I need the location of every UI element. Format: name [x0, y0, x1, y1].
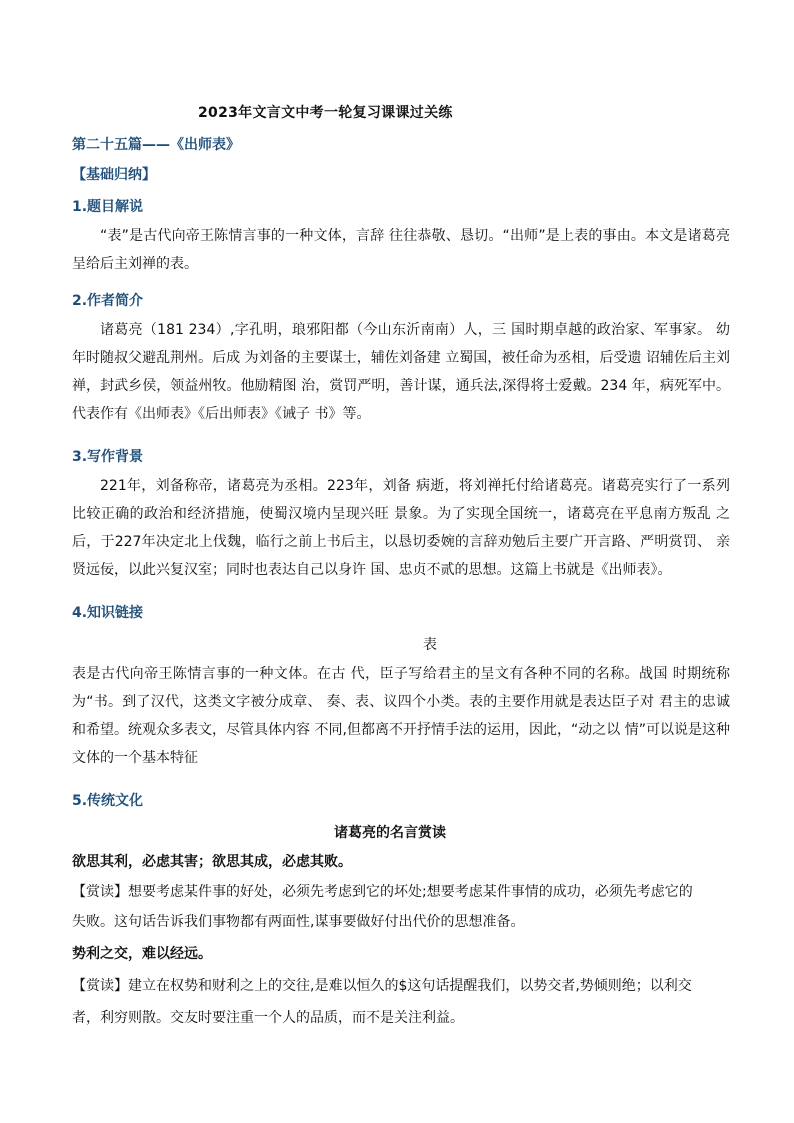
heading-writing-background: 3.写作背景: [72, 449, 144, 465]
quote-1-comment-line-2: 失败。这句话告诉我们事物都有两面性,谋事要做好付出代价的思想准备。: [72, 914, 525, 930]
subtitle-biao: 表: [423, 637, 437, 653]
section-basic-summary: 【基础归纳】: [72, 167, 156, 183]
heading-title-explanation: 1.题目解说: [72, 199, 144, 215]
paragraph-knowledge-link: 表是古代向帝王陈情言事的一种文体。在古 代，臣子写给君主的呈文有各种不同的名称。战国 时期统称为“书。到了汉代，这类文字被分成章、 奏、表、议四个小类。表的主要作用就是表达臣子对 君主的忠诚和希望。统观众多表文，尽管具体内容 不同,但都离不开抒情手法的运用，因此，“动之以 情”可以说是这种文体的一个基本特征: [72, 666, 730, 766]
heading-author-intro: 2.作者简介: [72, 293, 144, 309]
paragraph-author-intro: 诸葛亮（181 234）,字孔明，琅邪阳都（今山东沂南南）人，三 国时期卓越的政治家、军事家。 幼年时随叔父避乱荆州。后成 为刘备的主要谋士，辅佐刘备建 立蜀国，被任命为丞相，后受遗 诏辅佐后主刘禅，封武乡侯，领益州牧。他励精图 治，赏罚严明，善计谋，通兵法,深得将士爱戴。234 年，病死军中。代表作有《出师表》《后出师表》《诫子 书》等。: [72, 322, 730, 422]
document-title: 2023年文言文中考一轮复习课课过关练: [198, 105, 453, 121]
quote-2: 势利之交，难以经远。: [72, 946, 212, 962]
quote-2-comment-line-1: 【赏读】建立在权势和财利之上的交往,是难以恒久的$这句话提醒我们，以势交者,势倾则绝；以利交: [72, 978, 692, 994]
quote-2-comment-line-2: 者，利穷则散。交友时要注重一个人的品质，而不是关注利益。: [72, 1010, 464, 1026]
subtitle-famous-quotes: 诸葛亮的名言赏读: [334, 825, 446, 841]
quote-1: 欲思其利，必虑其害；欲思其成，必虑其败。: [72, 854, 352, 870]
heading-knowledge-link: 4.知识链接: [72, 605, 144, 621]
paragraph-writing-background: 221年，刘备称帝，诸葛亮为丞相。223年，刘备 病逝，将刘禅托付给诸葛亮。诸葛亮实行了一系列比较正确的政治和经济措施，使蜀汉境内呈现兴旺 景象。为了实现全国统一，诸葛亮在平息南方叛乱 之后，于227年决定北上伐魏，临行之前上书后主，以恳切委婉的言辞劝勉后主要广开言路、严明赏罚、 亲贤远佞，以此兴复汉室；同时也表达自己以身许 国、忠贞不贰的思想。这篇上书就是《出师表》。: [72, 478, 730, 578]
quote-1-comment-line-1: 【赏读】想要考虑某件事的好处，必须先考虑到它的坏处;想要考虑某件事情的成功，必须先考虑它的: [72, 884, 693, 900]
chapter-heading: 第二十五篇——《出师表》: [72, 137, 240, 153]
paragraph-title-explanation: “表”是古代向帝王陈情言事的一种文体，言辞 往往恭敬、恳切。“出师”是上表的事由。本文是诸葛亮呈给后主刘禅的表。: [72, 228, 730, 272]
heading-traditional-culture: 5.传统文化: [72, 793, 144, 809]
